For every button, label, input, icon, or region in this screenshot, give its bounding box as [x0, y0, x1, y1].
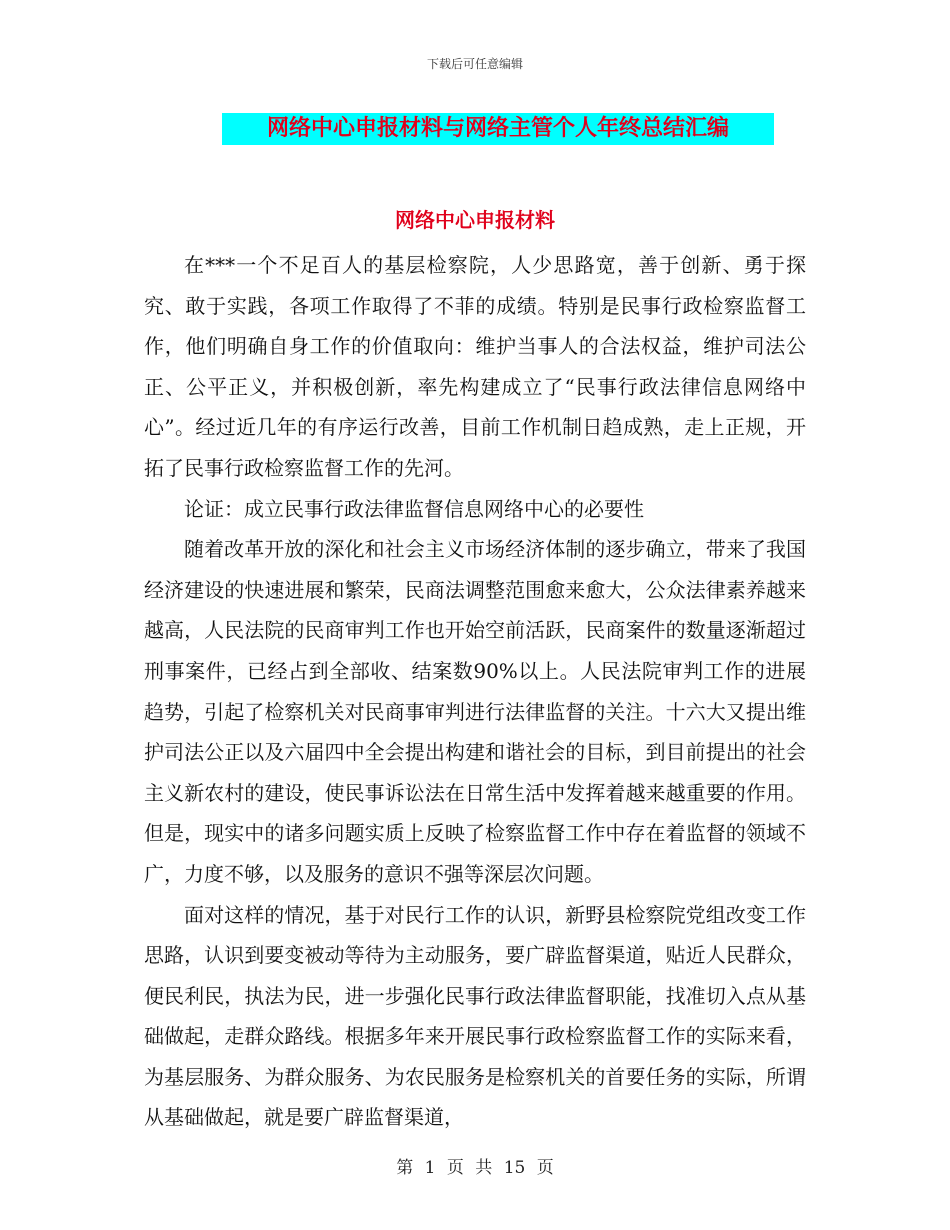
section-title: 网络中心申报材料 [395, 208, 555, 232]
paragraph: 面对这样的情况，基于对民行工作的认识，新野县检察院党组改变工作思路，认识到要变被动等待为主动服务，要广辟监督渠道，贴近人民群众，便民利民，执法为民，进一步强化民事行政法律监督职能，找准切入点从基础做起，走群众路线。根据多年来开展民事行政检察监督工作的实际来看，为基层服务、为群众服务、为农民服务是检察机关的首要任务的实际，所谓从基础做起，就是要广辟监督渠道， [144, 902, 806, 1130]
document-body [144, 245, 806, 1138]
header-note: 下载后可任意编辑 [426, 57, 523, 71]
paragraph: 论证：成立民事行政法律监督信息网络中心的必要性 [184, 496, 644, 521]
document-title: 网络中心申报材料与网络主管个人年终总结汇编 [222, 113, 774, 145]
paragraph: 随着改革开放的深化和社会主义市场经济体制的逐步确立，带来了我国经济建设的快速进展和繁荣，民商法调整范围愈来愈大，公众法律素养越来越高，人民法院的民商审判工作也开始空前活跃，民商案件的数量逐渐超过刑事案件，已经占到全部收、结案数90%以上。人民法院审判工作的进展趋势，引起了检察机关对民商事审判进行法律监督的关注。十六大又提出维护司法公正以及六届四中全会提出构建和谐社会的目标，到目前提出的社会主义新农村的建设，使民事诉讼法在日常生活中发挥着越来越重要的作用。但是，现实中的诸多问题实质上反映了检察监督工作中存在着监督的领域不广，力度不够，以及服务的意识不强等深层次问题。 [144, 537, 806, 886]
page-footer: 第 1 页 共 15 页 [396, 1158, 554, 1178]
paragraph: 在***一个不足百人的基层检察院，人少思路宽，善于创新、勇于探究、敢于实践，各项工作取得了不菲的成绩。特别是民事行政检察监督工作，他们明确自身工作的价值取向：维护当事人的合法权益，维护司法公正、公平正义，并积极创新，率先构建成立了“民事行政法律信息网络中心”。经过近几年的有序运行改善，目前工作机制日趋成熟，走上正规，开拓了民事行政检察监督工作的先河。 [144, 253, 806, 480]
